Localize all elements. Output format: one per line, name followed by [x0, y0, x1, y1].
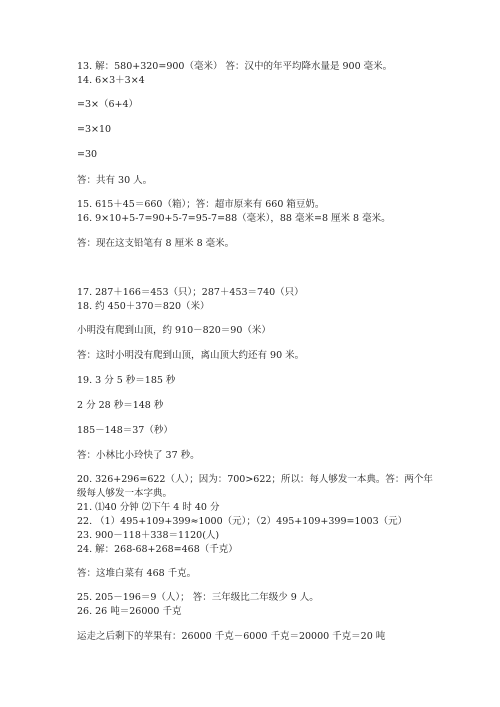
answer-16-reply: 答：现在这支铅笔有 8 厘米 8 毫米。	[77, 238, 235, 249]
answer-24: 24. 解：268-68+268=468（千克）	[77, 544, 238, 555]
answer-22: 22. （1）495+109+399≈1000（元）；（2）495+109+399=1003（元）	[77, 516, 408, 527]
answer-20-cont: 级每人够发一本字典。	[77, 488, 173, 499]
answer-14-step-2: =3×10	[77, 124, 112, 135]
answer-21: 21. ⑴40 分钟 ⑵下午 4 时 40 分	[77, 502, 220, 513]
answer-25: 25. 205－196＝9（人）； 答：三年级比二年级少 9 人。	[77, 592, 319, 603]
answer-23: 23. 900－118＋338＝1120(人)	[77, 530, 220, 541]
answer-20: 20. 326+296=622（人）；因为：700>622；所以：每人够发一本典。答：两个年	[77, 474, 433, 485]
answer-19-step-1: 2 分 28 秒＝148 秒	[77, 400, 164, 411]
answer-14-reply: 答：共有 30 人。	[77, 175, 153, 186]
answer-19-step-2: 185－148＝37（秒）	[77, 425, 173, 436]
answer-19-reply: 答：小林比小玲快了 37 秒。	[77, 450, 200, 461]
answer-19: 19. 3 分 5 秒＝185 秒	[77, 375, 176, 386]
answer-14: 14. 6×3＋3×4	[77, 75, 145, 86]
answer-24-reply: 答：这堆白菜有 468 千克。	[77, 568, 197, 579]
answer-18-reply: 答：这时小明没有爬到山顶，离山顶大约还有 90 米。	[77, 350, 305, 361]
answer-18-step: 小明没有爬到山顶，约 910－820＝90（米）	[77, 325, 271, 336]
answer-14-step-1: =3×（6+4）	[77, 99, 139, 110]
answer-16: 16. 9×10+5-7=90+5-7=95-7=88（毫米），88 毫米=8 厘米 8 毫米。	[77, 213, 391, 224]
answer-15: 15. 615＋45＝660（箱）；答：超市原来有 660 箱豆奶。	[77, 199, 325, 210]
answer-13: 13. 解：580+320=900（毫米） 答：汉中的年平均降水量是 900 毫米。	[77, 61, 393, 72]
answer-14-step-3: =30	[77, 149, 98, 160]
answer-26: 26. 26 吨＝26000 千克	[77, 606, 182, 617]
answer-17: 17. 287＋166＝453（只）；287＋453＝740（只）	[77, 287, 304, 298]
answer-26-step: 运走之后剩下的苹果有：26000 千克－6000 千克＝20000 千克＝20 吨	[77, 631, 386, 642]
answer-18: 18. 约 450＋370＝820（米）	[77, 301, 210, 312]
